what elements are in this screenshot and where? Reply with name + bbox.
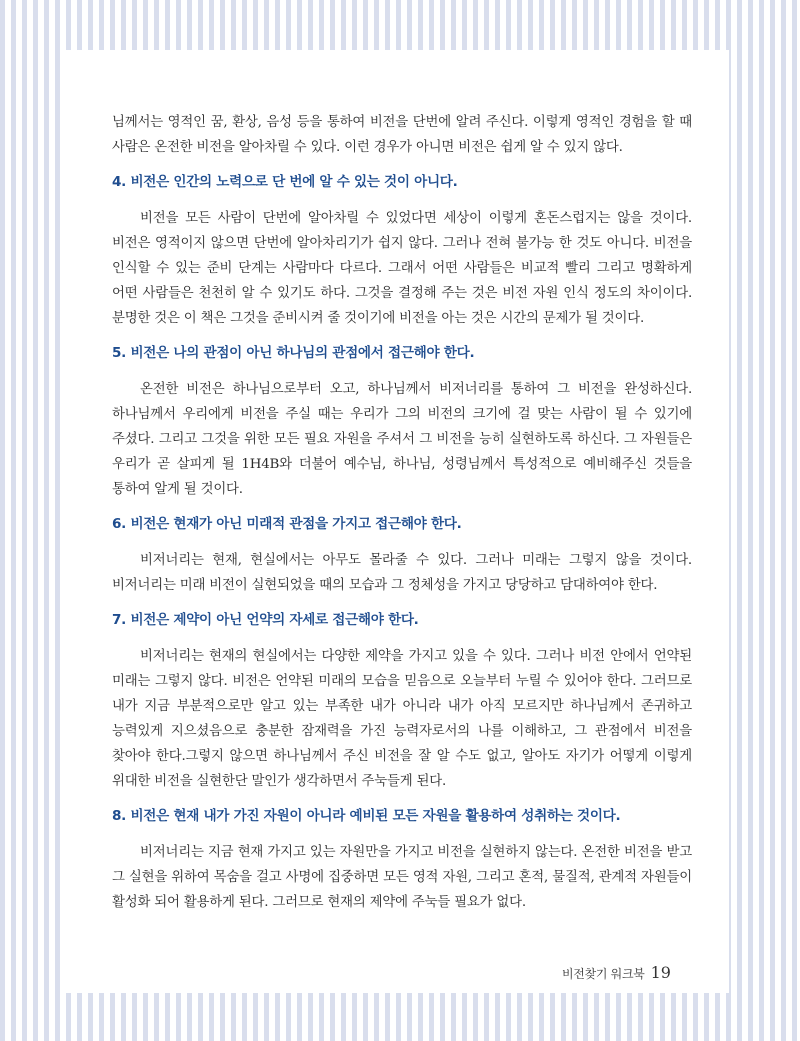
page-sheet — [62, 50, 729, 993]
section-heading-7: 7. 비전은 제약이 아닌 언약의 자세로 접근해야 한다. — [112, 612, 419, 628]
section-heading-4: 4. 비전은 인간의 노력으로 단 번에 알 수 있는 것이 아니다. — [112, 174, 458, 190]
intro-paragraph: 님께서는 영적인 꿈, 환상, 음성 등을 통하여 비전을 단번에 알려 주신다. 이렇게 영적인 경험을 할 때 사람은 온전한 비전을 알아차릴 수 있다. 이런 경우가 아니면 비전은 쉽게 알 수 있지 않다. — [112, 115, 692, 155]
section-body-8: 비저너리는 지금 현재 가지고 있는 자원만을 가지고 비전을 실현하지 않는다. 온전한 비전을 받고 그 실현을 위하여 목숨을 걸고 사명에 집중하면 모든 영적 자원, 그리고 혼적, 물질적, 관계적 자원들이 활성화 되어 활용하게 된다. 그러므로 현재의 제약에 주눅들 필요가 없다. — [112, 845, 692, 910]
section-body-5: 온전한 비전은 하나님으로부터 오고, 하나님께서 비저너리를 통하여 그 비전을 완성하신다. 하나님께서 우리에게 비전을 주실 때는 우리가 그의 비전의 크기에 걸 맞는 사람이 될 수 있기에 주셨다. 그리고 그것을 위한 모든 필요 자원을 주셔서 그 비전을 능히 실현하도록 하신다. 그 자원들은 우리가 곧 살피게 될 1H4B와 더불어 예수님, 하나님, 성령님께서 특성적으로 예비해주신 것들을 통하여 알게 될 것이다. — [112, 382, 692, 497]
section-body-7: 비저너리는 현재의 현실에서는 다양한 제약을 가지고 있을 수 있다. 그러나 비전 안에서 언약된 미래는 그렇지 않다. 비전은 언약된 미래의 모습을 믿음으로 오늘부터 누릴 수 있어야 한다. 그러므로 내가 지금 부분적으로만 알고 있는 부족한 내가 아니라 내가 아직 모르지만 하나님께서 존귀하고 능력있게 지으셨음으로 충분한 잠재력을 가진 능력자로서의 나를 이해하고, 그 관점에서 비전을 찾아야 한다.그렇지 않으면 하나님께서 주신 비전을 잘 알 수도 없고, 알아도 자기가 어떻게 이렇게 위대한 비전을 실현한단 말인가 생각하면서 주눅들게 된다. — [112, 649, 692, 789]
section-heading-8: 8. 비전은 현재 내가 가진 자원이 아니라 예비된 모든 자원을 활용하여 성취하는 것이다. — [112, 808, 621, 824]
page-footer — [562, 963, 671, 982]
section-heading-5: 5. 비전은 나의 관점이 아닌 하나님의 관점에서 접근해야 한다. — [112, 345, 475, 361]
book-title: 비전찾기 워크북 — [562, 967, 645, 981]
page-number: 19 — [650, 963, 671, 982]
section-body-6: 비저너리는 현재, 현실에서는 아무도 몰라줄 수 있다. 그러나 미래는 그렇지 않을 것이다. 비저너리는 미래 비전이 실현되었을 때의 모습과 그 정체성을 가지고 당당하고 담대하여야 한다. — [112, 553, 692, 593]
section-body-4: 비전을 모든 사람이 단번에 알아차릴 수 있었다면 세상이 이렇게 혼돈스럽지는 않을 것이다. 비전은 영적이지 않으면 단번에 알아차리기가 쉽지 않다. 그러나 전혀 불가능 한 것도 아니다. 비전을 인식할 수 있는 준비 단계는 사람마다 다르다. 그래서 어떤 사람들은 비교적 빨리 그리고 명확하게 어떤 사람들은 천천히 알 수 있기도 하다. 그것을 결정해 주는 것은 비전 자원 인식 정도의 차이이다. 분명한 것은 이 책은 그것을 준비시켜 줄 것이기에 비전을 아는 것은 시간의 문제가 될 것이다. — [112, 211, 692, 326]
page-content — [112, 110, 692, 915]
section-heading-6: 6. 비전은 현재가 아닌 미래적 관점을 가지고 접근해야 한다. — [112, 516, 462, 532]
